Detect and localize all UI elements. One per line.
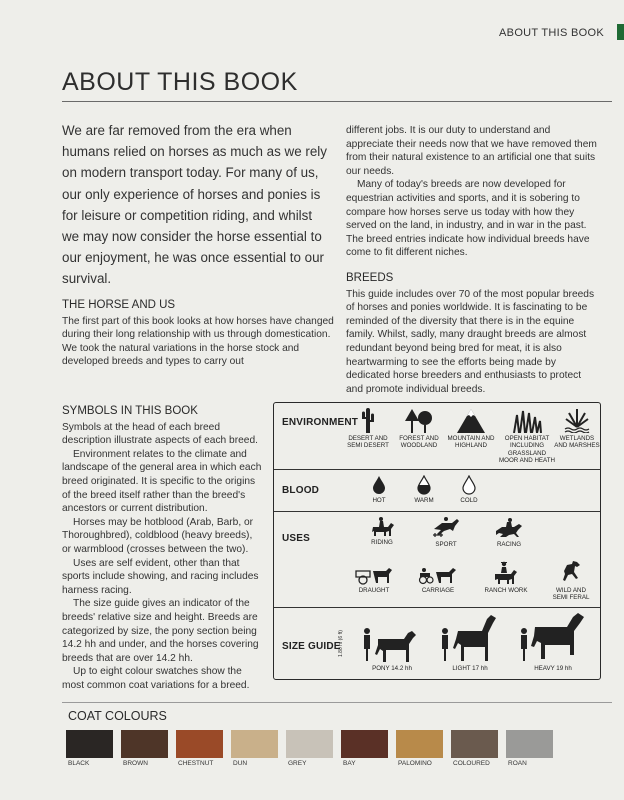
heavy-horse-icon — [519, 609, 587, 663]
cactus-icon — [357, 407, 379, 433]
size-heavy: HEAVY 19 hh — [510, 609, 596, 672]
riding-icon — [369, 517, 395, 537]
drop-cold-icon — [462, 475, 476, 495]
coat-swatch-label: CHESTNUT — [178, 760, 214, 767]
size-guide-label: SIZE GUIDE — [282, 641, 341, 652]
coat-swatch-label: BAY — [343, 760, 356, 767]
use-wild: WILD AND SEMI FERAL — [546, 559, 596, 602]
coat-swatch-roan — [506, 730, 553, 758]
carriage-icon — [418, 563, 458, 585]
diagram-divider — [274, 511, 600, 512]
right-para-1: different jobs. It is our duty to understand and appreciate their needs now that we have removed them from their natural existence to an artificial one that suits our needs. — [346, 125, 597, 177]
symbols-diagram — [273, 402, 601, 680]
coat-swatch-label: ROAN — [508, 760, 527, 767]
coat-swatch-dun — [231, 730, 278, 758]
horse-and-us-section — [62, 299, 340, 369]
coat-swatch-chestnut — [176, 730, 223, 758]
use-racing: RACING — [489, 517, 529, 548]
coat-swatch-bay — [341, 730, 388, 758]
grassland-icon — [512, 407, 542, 433]
env-grassland: OPEN HABITAT INCLUDING GRASSLAND MOOR AND HEATH — [498, 407, 556, 465]
coat-swatch-label: BLACK — [68, 760, 90, 767]
symbols-section — [62, 405, 262, 692]
symbols-p5: The size guide gives an indicator of the breeds' relative size and height. Breeds are categorized by size, the pony section being 14.2 hh and under, and the horses covering breeds that are over 14.2 hh. — [62, 598, 259, 664]
env-wetland: WETLANDS AND MARSHES — [554, 407, 600, 450]
symbols-heading: SYMBOLS IN THIS BOOK — [62, 405, 198, 417]
env-mountain: MOUNTAIN AND HIGHLAND — [444, 407, 498, 450]
env-desert: DESERT AND SEMI DESERT — [342, 407, 394, 450]
coat-swatch-black — [66, 730, 113, 758]
coat-swatch-label: PALOMINO — [398, 760, 432, 767]
blood-cold: COLD — [454, 475, 484, 504]
page-title: ABOUT THIS BOOK — [62, 68, 298, 96]
right-para-2: Many of today's breeds are now developed for equestrian activities and sports, and it is sobering to compare how horses serve us today with how they served on the land, in industry, and in war in the past. The breed entries indicate how individual breeds have come to fit different niches. — [346, 179, 590, 259]
use-draught: DRAUGHT — [352, 563, 396, 594]
racing-icon — [494, 517, 524, 539]
use-riding: RIDING — [362, 517, 402, 546]
running-header: ABOUT THIS BOOK — [499, 27, 604, 39]
symbols-p4: Uses are self evident, other than that sports include showing, and racing includes harness racing. — [62, 557, 259, 596]
drop-warm-icon — [417, 475, 431, 495]
size-scale-label: 1.80 m (6 ft) — [338, 630, 344, 657]
coat-swatch-grey — [286, 730, 333, 758]
use-sport: SPORT — [426, 517, 466, 548]
use-ranch-work: RANCH WORK — [481, 561, 531, 594]
environment-label: ENVIRONMENT — [282, 417, 359, 428]
coat-rule — [62, 702, 612, 703]
ranch-work-icon — [492, 561, 520, 585]
coat-swatch-label: BROWN — [123, 760, 148, 767]
size-light: LIGHT 17 hh — [432, 611, 508, 672]
wetland-icon — [563, 407, 591, 433]
size-scale — [340, 617, 350, 667]
coat-colours-title: COAT COLOURS — [68, 709, 167, 723]
blood-label: BLOOD — [282, 485, 320, 496]
intro-paragraph: We are far removed from the era when humans relied on horses as much as we rely on modern transport today. For many of us, our only experience of horses and ponies is for leisure or competition riding, and whilst we may now consider the horse essential to our enjoyment, he was once essential to our survival. — [62, 123, 327, 287]
symbols-p2: Environment relates to the climate and landscape of the general area in which each breed originated. It is specific to the origins of the breed itself rather than the breed's ancestors or current distribution. — [62, 448, 262, 515]
coat-swatch-label: DUN — [233, 760, 248, 767]
symbols-p6: Up to eight colour swatches show the most common coat variations for a breed. — [62, 666, 250, 691]
draught-icon — [355, 563, 393, 585]
uses-label: USES — [282, 533, 311, 544]
right-column — [346, 124, 600, 396]
horse-and-us-body: The first part of this book looks at how horses have changed during their long relationship with us through domestication. We took the natural variations in the horse stock and developed breeds and types to carry out — [62, 315, 334, 368]
pony-icon — [362, 617, 422, 663]
coat-swatch-brown — [121, 730, 168, 758]
horse-and-us-heading: THE HORSE AND US — [62, 299, 176, 311]
breeds-heading: BREEDS — [346, 271, 394, 284]
coat-swatch-label: COLOURED — [453, 760, 490, 767]
symbols-p3: Horses may be hotblood (Arab, Barb, or Thoroughbred), coldblood (heavy breeds), or warmblood (crosses between the two). — [62, 516, 254, 555]
env-forest: FOREST AND WOODLAND — [394, 407, 444, 450]
diagram-divider — [274, 607, 600, 608]
blood-warm: WARM — [409, 475, 439, 504]
drop-hot-icon — [372, 475, 386, 495]
wild-horse-icon — [559, 559, 583, 585]
size-pony: PONY 14.2 hh — [352, 617, 432, 672]
sport-icon — [431, 517, 461, 539]
light-horse-icon — [440, 611, 500, 663]
blood-hot: HOT — [364, 475, 394, 504]
diagram-divider — [274, 469, 600, 470]
coat-swatch-palomino — [396, 730, 443, 758]
header-accent-bar — [617, 24, 624, 40]
coat-swatch-label: GREY — [288, 760, 307, 767]
breeds-body: This guide includes over 70 of the most popular breeds of horses and ponies worldwide. It is fascinating to be reminded of the diversity that there is in the equine family. Whilst, sadly, many draught breeds are almost redundant beyond being bred for meat, it is also heartwarming to see the efforts being made by dedicated horse breeders and enthusiasts to protect and promote individual breeds. — [346, 288, 595, 395]
coat-swatch-coloured — [451, 730, 498, 758]
title-rule — [62, 101, 612, 102]
symbols-p1: Symbols at the head of each breed description illustrate aspects of each breed. — [62, 421, 258, 447]
use-carriage: CARRIAGE — [414, 563, 462, 594]
mountain-icon — [456, 407, 486, 433]
forest-icon — [404, 407, 434, 433]
